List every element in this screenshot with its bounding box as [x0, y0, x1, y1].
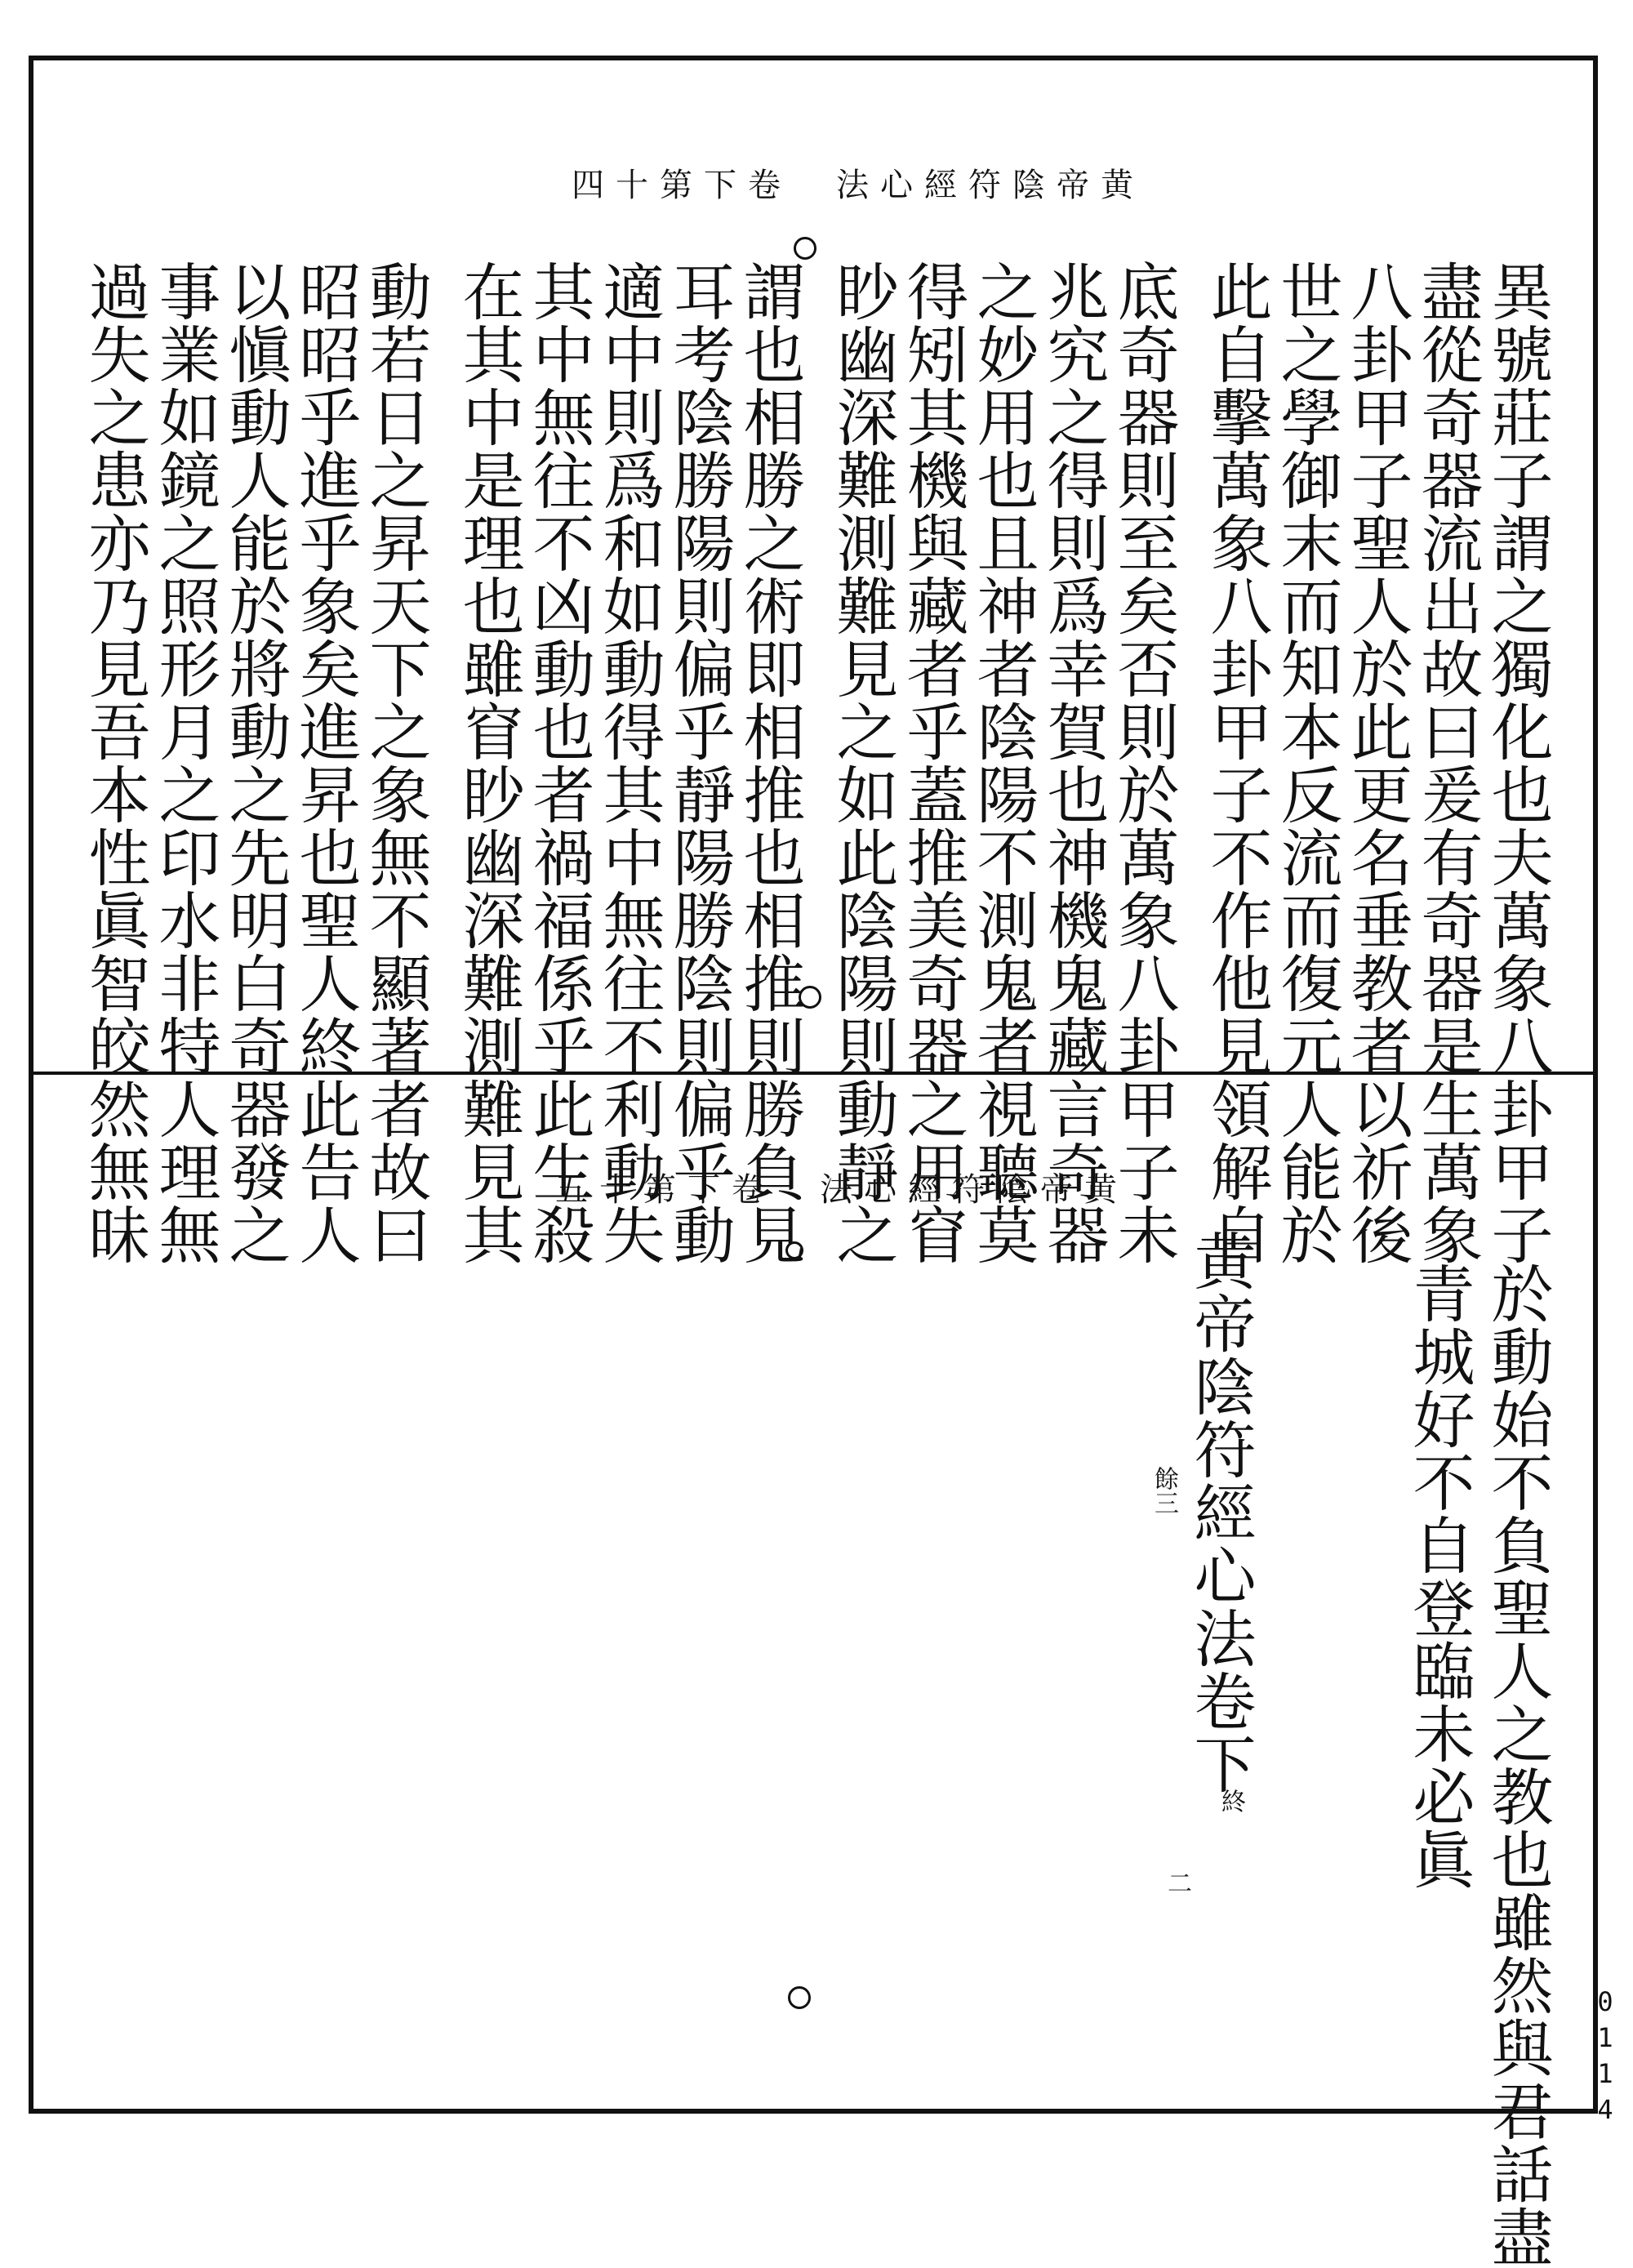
- small-mark: 二: [1163, 1870, 1191, 1895]
- upper-column-6: 底奇器則至矣否則於萬象八卦甲子未: [1107, 260, 1180, 1266]
- lower-column-2: 青城好不自登臨未必眞: [1403, 1262, 1475, 1891]
- upper-column-15: 在其中是理也雖窅眇幽深難測難見其: [452, 260, 525, 1266]
- upper-page-header: 四十第下卷 法心經符陰帝黄: [572, 167, 1145, 204]
- upper-column-7: 兆究之得則爲幸賀也神機鬼藏言奇器: [1037, 260, 1110, 1266]
- upper-column-14: 其中無往不凶動也者禍福係乎此生殺: [523, 260, 595, 1266]
- fold-circle-mark: [785, 1241, 803, 1259]
- upper-column-16: 動若日之昇天下之象無不顯著者故曰: [359, 260, 432, 1266]
- page-number: 0114: [1590, 1986, 1621, 2130]
- lower-column-1: 於動始不負聖人之教也雖然與君話盡: [1481, 1262, 1554, 2268]
- upper-column-18: 以愼動人能於將動之先明白奇器發之: [219, 260, 291, 1266]
- upper-column-5: 此自擊萬象八卦甲子不作他見領解自: [1200, 260, 1273, 1266]
- volume-end-title: 黄帝陰符經心法卷下: [1184, 1229, 1257, 1795]
- upper-column-11: 謂也相勝之術即相推也相推則勝負見: [733, 260, 806, 1266]
- upper-column-8: 之妙用也且神者陰陽不測鬼者視聽莫: [967, 260, 1039, 1266]
- upper-column-20: 過失之患亦乃見吾本性眞智皎然無昧: [78, 260, 151, 1266]
- end-mark: 終: [1217, 1789, 1245, 1813]
- upper-column-13: 適中則爲和如動得其中無往不利動失: [593, 260, 665, 1266]
- upper-column-19: 事業如鏡之照形月之印水非特人理無: [149, 260, 221, 1266]
- lower-page-header: 五十第下卷 法心經符陰帝黄: [555, 1171, 1128, 1209]
- upper-column-2: 盡從奇器流出故曰爰有奇器是生萬象: [1411, 260, 1484, 1266]
- upper-column-10: 眇幽深難測難見之如此陰陽則動靜之: [826, 260, 899, 1266]
- upper-column-17: 昭昭乎進乎象矣進昇也聖人終此告人: [289, 260, 362, 1266]
- remainder-note: 餘三: [1150, 1466, 1178, 1515]
- upper-column-3: 八卦甲子聖人於此更名垂教者以祈後: [1341, 260, 1413, 1266]
- fold-circle-mark: [799, 986, 821, 1009]
- upper-column-9: 得矧其機與藏者乎蓋推美奇器之用窅: [897, 260, 969, 1266]
- upper-column-12: 耳考陰勝陽則偏乎靜陽勝陰則偏乎動: [663, 260, 736, 1266]
- fold-circle-mark: [794, 237, 816, 260]
- fold-circle-mark: [788, 1986, 811, 2009]
- upper-column-1: 異號莊子謂之獨化也夫萬象八卦甲子: [1481, 260, 1554, 1266]
- upper-column-4: 世之學御末而知本反流而復元人能於: [1270, 260, 1343, 1266]
